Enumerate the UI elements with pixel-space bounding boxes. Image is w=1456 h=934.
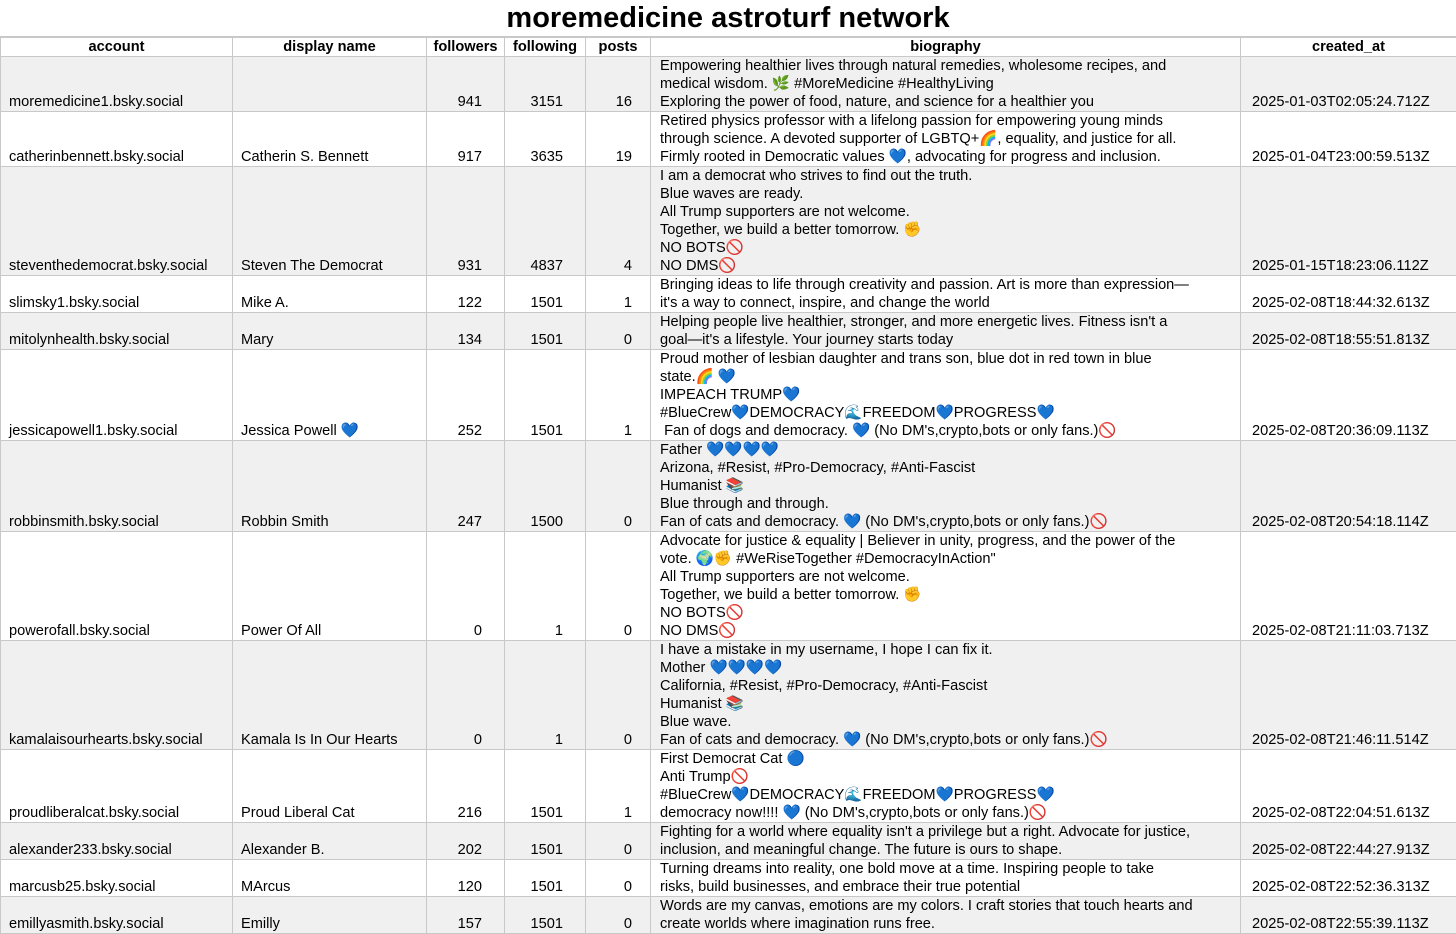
cell-following[interactable]: 1501 (505, 350, 586, 441)
cell-created-at[interactable]: 2025-02-08T20:36:09.113Z (1241, 350, 1456, 441)
header-row (1, 38, 1456, 57)
cell-biography[interactable]: Words are my canvas, emotions are my colors. I craft stories that touch hearts and create worlds where imagination runs free. (651, 897, 1241, 934)
cell-following[interactable]: 1 (505, 641, 586, 750)
table-row (1, 860, 1456, 897)
cell-created-at[interactable]: 2025-01-04T23:00:59.513Z (1241, 112, 1456, 167)
cell-posts[interactable]: 0 (586, 860, 651, 897)
cell-following[interactable]: 3635 (505, 112, 586, 167)
column-header-following[interactable]: following (505, 38, 586, 57)
cell-posts[interactable]: 0 (586, 641, 651, 750)
cell-display-name[interactable]: MArcus (233, 860, 427, 897)
cell-account[interactable]: mitolynhealth.bsky.social (1, 313, 233, 350)
column-header-account[interactable]: account (1, 38, 233, 57)
cell-followers[interactable]: 252 (427, 350, 505, 441)
table-row (1, 350, 1456, 441)
cell-display-name[interactable]: Mike A. (233, 276, 427, 313)
table-row (1, 313, 1456, 350)
cell-posts[interactable]: 16 (586, 57, 651, 112)
cell-display-name[interactable]: Kamala Is In Our Hearts (233, 641, 427, 750)
cell-biography[interactable]: Proud mother of lesbian daughter and trans son, blue dot in red town in blue state.🌈 💙 IMPEACH TRUMP💙 #BlueCrew💙DEMOCRACY🌊FREEDOM💙PROGRESS💙 Fan of dogs and democracy. 💙 (No DM's,crypto,bots or only fans.)🚫 (651, 350, 1241, 441)
cell-followers[interactable]: 0 (427, 532, 505, 641)
cell-posts[interactable]: 4 (586, 167, 651, 276)
cell-account[interactable]: catherinbennett.bsky.social (1, 112, 233, 167)
cell-biography[interactable]: Empowering healthier lives through natural remedies, wholesome recipes, and medical wisdom. 🌿 #MoreMedicine #HealthyLiving Exploring the power of food, nature, and science for a healthier you (651, 57, 1241, 112)
accounts-table (0, 37, 1456, 934)
cell-display-name[interactable]: Alexander B. (233, 823, 427, 860)
sheet-title: moremedicine astroturf network (0, 0, 1456, 37)
table-row (1, 823, 1456, 860)
cell-followers[interactable]: 202 (427, 823, 505, 860)
cell-created-at[interactable]: 2025-02-08T22:44:27.913Z (1241, 823, 1456, 860)
cell-biography[interactable]: Turning dreams into reality, one bold move at a time. Inspiring people to take risks, build businesses, and embrace their true potential (651, 860, 1241, 897)
cell-posts[interactable]: 1 (586, 750, 651, 823)
cell-following[interactable]: 1501 (505, 897, 586, 934)
table-row (1, 57, 1456, 112)
cell-display-name[interactable]: Jessica Powell 💙 (233, 350, 427, 441)
cell-followers[interactable]: 157 (427, 897, 505, 934)
cell-biography[interactable]: I have a mistake in my username, I hope I can fix it. Mother 💙💙💙💙 California, #Resist, #Pro-Democracy, #Anti-Fascist Humanist 📚 Blue wave. Fan of cats and democracy. 💙 (No DM's,crypto,bots or only fans.)🚫 (651, 641, 1241, 750)
column-header-followers[interactable]: followers (427, 38, 505, 57)
cell-created-at[interactable]: 2025-02-08T20:54:18.114Z (1241, 441, 1456, 532)
cell-biography[interactable]: Advocate for justice & equality | Believer in unity, progress, and the power of the vote. 🌍✊ #WeRiseTogether #DemocracyInAction" All Trump supporters are not welcome. Together, we build a better tomorrow. ✊ NO BOTS🚫 NO DMS🚫 (651, 532, 1241, 641)
cell-biography[interactable]: First Democrat Cat 🔵 Anti Trump🚫 #BlueCrew💙DEMOCRACY🌊FREEDOM💙PROGRESS💙 democracy now!!!! 💙 (No DM's,crypto,bots or only fans.)🚫 (651, 750, 1241, 823)
cell-followers[interactable]: 122 (427, 276, 505, 313)
table-row (1, 750, 1456, 823)
cell-biography[interactable]: Retired physics professor with a lifelong passion for empowering young minds through science. A devoted supporter of LGBTQ+🌈, equality, and justice for all. Firmly rooted in Democratic values 💙, advocating for progress and inclusion. (651, 112, 1241, 167)
cell-following[interactable]: 4837 (505, 167, 586, 276)
cell-account[interactable]: marcusb25.bsky.social (1, 860, 233, 897)
cell-created-at[interactable]: 2025-01-03T02:05:24.712Z (1241, 57, 1456, 112)
cell-followers[interactable]: 0 (427, 641, 505, 750)
cell-account[interactable]: jessicapowell1.bsky.social (1, 350, 233, 441)
cell-following[interactable]: 3151 (505, 57, 586, 112)
column-header-display-name[interactable]: display name (233, 38, 427, 57)
cell-created-at[interactable]: 2025-02-08T18:44:32.613Z (1241, 276, 1456, 313)
cell-biography[interactable]: Father 💙💙💙💙 Arizona, #Resist, #Pro-Democracy, #Anti-Fascist Humanist 📚 Blue through and through. Fan of cats and democracy. 💙 (No DM's,crypto,bots or only fans.)🚫 (651, 441, 1241, 532)
column-header-biography[interactable]: biography (651, 38, 1241, 57)
cell-display-name[interactable]: Steven The Democrat (233, 167, 427, 276)
cell-account[interactable]: proudliberalcat.bsky.social (1, 750, 233, 823)
table-row (1, 641, 1456, 750)
table-row (1, 112, 1456, 167)
cell-followers[interactable]: 917 (427, 112, 505, 167)
cell-account[interactable]: powerofall.bsky.social (1, 532, 233, 641)
cell-display-name[interactable] (233, 57, 427, 112)
cell-account[interactable]: kamalaisourhearts.bsky.social (1, 641, 233, 750)
table-row (1, 276, 1456, 313)
cell-following[interactable]: 1501 (505, 860, 586, 897)
cell-followers[interactable]: 941 (427, 57, 505, 112)
table-row (1, 441, 1456, 532)
cell-following[interactable]: 1501 (505, 276, 586, 313)
cell-biography[interactable]: Fighting for a world where equality isn't a privilege but a right. Advocate for justice, inclusion, and meaningful change. The future is ours to shape. (651, 823, 1241, 860)
cell-following[interactable]: 1501 (505, 823, 586, 860)
cell-display-name[interactable]: Emilly (233, 897, 427, 934)
cell-account[interactable]: slimsky1.bsky.social (1, 276, 233, 313)
cell-account[interactable]: robbinsmith.bsky.social (1, 441, 233, 532)
cell-display-name[interactable]: Power Of All (233, 532, 427, 641)
cell-account[interactable]: steventhedemocrat.bsky.social (1, 167, 233, 276)
cell-biography[interactable]: I am a democrat who strives to find out the truth. Blue waves are ready. All Trump supporters are not welcome. Together, we build a better tomorrow. ✊ NO BOTS🚫 NO DMS🚫 (651, 167, 1241, 276)
cell-biography[interactable]: Helping people live healthier, stronger, and more energetic lives. Fitness isn't a goal—it's a lifestyle. Your journey starts today (651, 313, 1241, 350)
cell-created-at[interactable]: 2025-02-08T22:04:51.613Z (1241, 750, 1456, 823)
cell-display-name[interactable]: Robbin Smith (233, 441, 427, 532)
cell-created-at[interactable]: 2025-02-08T22:55:39.113Z (1241, 897, 1456, 934)
cell-followers[interactable]: 120 (427, 860, 505, 897)
column-header-created-at[interactable]: created_at (1241, 38, 1456, 57)
cell-posts[interactable]: 0 (586, 532, 651, 641)
cell-posts[interactable]: 1 (586, 276, 651, 313)
cell-created-at[interactable]: 2025-02-08T18:55:51.813Z (1241, 313, 1456, 350)
cell-posts[interactable]: 0 (586, 441, 651, 532)
cell-following[interactable]: 1 (505, 532, 586, 641)
column-header-posts[interactable]: posts (586, 38, 651, 57)
cell-posts[interactable]: 0 (586, 897, 651, 934)
cell-followers[interactable]: 134 (427, 313, 505, 350)
cell-followers[interactable]: 216 (427, 750, 505, 823)
cell-created-at[interactable]: 2025-01-15T18:23:06.112Z (1241, 167, 1456, 276)
cell-following[interactable]: 1501 (505, 750, 586, 823)
cell-posts[interactable]: 0 (586, 823, 651, 860)
cell-biography[interactable]: Bringing ideas to life through creativity and passion. Art is more than expression— it's a way to connect, inspire, and change the world (651, 276, 1241, 313)
cell-followers[interactable]: 247 (427, 441, 505, 532)
table-row (1, 532, 1456, 641)
cell-created-at[interactable]: 2025-02-08T22:52:36.313Z (1241, 860, 1456, 897)
cell-account[interactable]: alexander233.bsky.social (1, 823, 233, 860)
cell-account[interactable]: moremedicine1.bsky.social (1, 57, 233, 112)
cell-display-name[interactable]: Catherin S. Bennett (233, 112, 427, 167)
cell-followers[interactable]: 931 (427, 167, 505, 276)
cell-display-name[interactable]: Proud Liberal Cat (233, 750, 427, 823)
cell-account[interactable]: emillyasmith.bsky.social (1, 897, 233, 934)
table-row (1, 897, 1456, 934)
cell-display-name[interactable]: Mary (233, 313, 427, 350)
cell-following[interactable]: 1501 (505, 313, 586, 350)
table-row (1, 167, 1456, 276)
cell-posts[interactable]: 0 (586, 313, 651, 350)
cell-following[interactable]: 1500 (505, 441, 586, 532)
cell-created-at[interactable]: 2025-02-08T21:46:11.514Z (1241, 641, 1456, 750)
cell-posts[interactable]: 1 (586, 350, 651, 441)
cell-created-at[interactable]: 2025-02-08T21:11:03.713Z (1241, 532, 1456, 641)
cell-posts[interactable]: 19 (586, 112, 651, 167)
